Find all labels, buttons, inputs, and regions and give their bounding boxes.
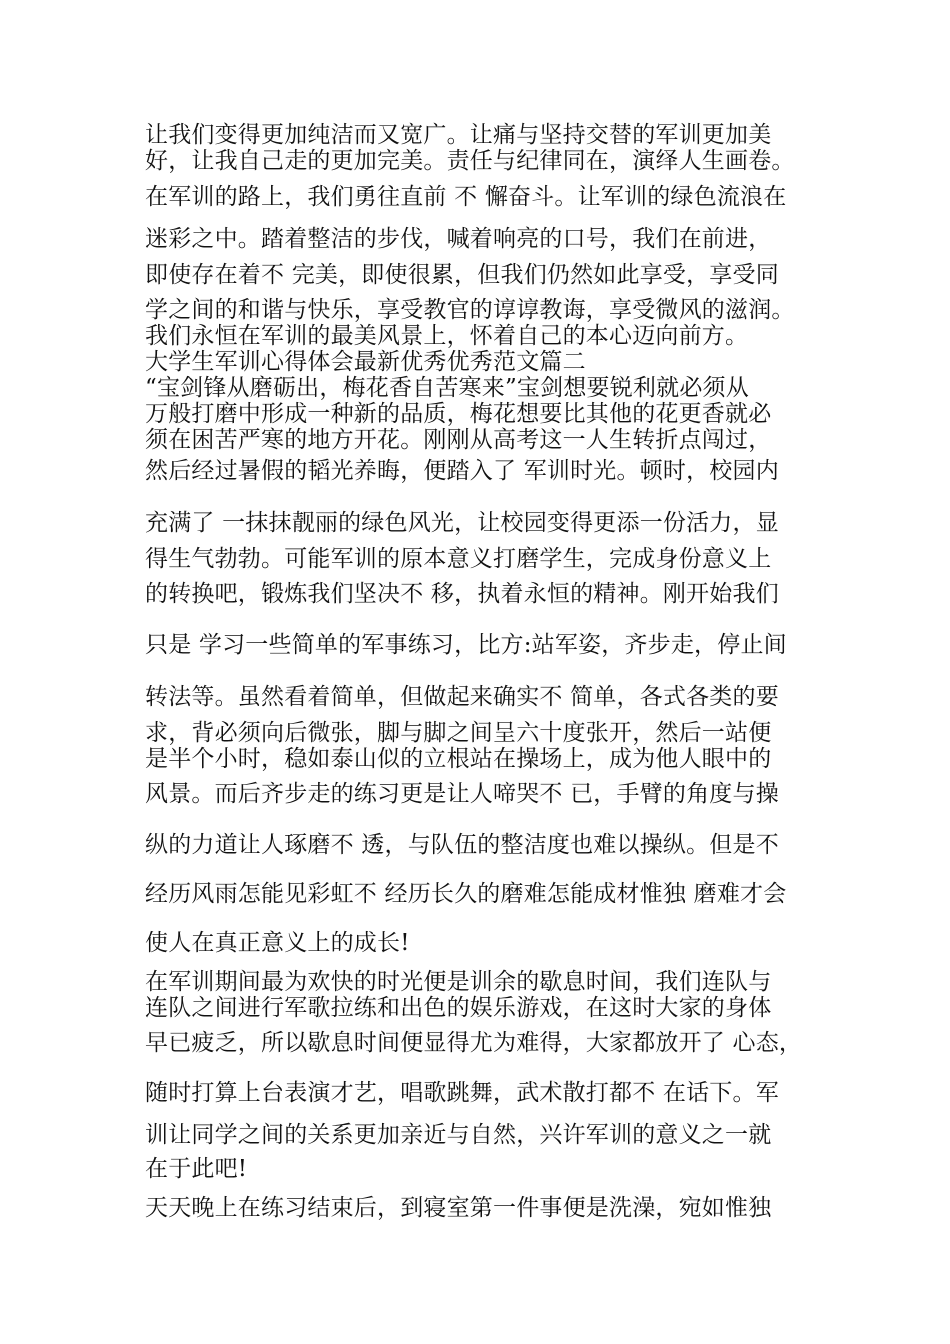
text-line: 风景。而后齐步走的练习更是让人啼哭不 已，手臂的角度与操: [145, 781, 779, 807]
text-line: 早已疲乏，所以歇息时间便显得尤为难得，大家都放开了 心态，: [145, 1030, 803, 1056]
text-line: 迷彩之中。踏着整洁的步伐，喊着响亮的口号，我们在前进，: [145, 226, 772, 252]
text-line: 好，让我自己走的更加完美。责任与纪律同在，演绎人生画卷。: [145, 148, 795, 174]
text-line: 须在困苦严寒的地方开花。刚刚从高考这一人生转折点闯过，: [145, 427, 772, 453]
text-line: 转法等。虽然看着简单，但做起来确实不 简单，各式各类的要: [145, 684, 779, 710]
text-line: 连队之间进行军歌拉练和出色的娱乐游戏，在这时大家的身体: [145, 995, 772, 1021]
text-line: 让我们变得更加纯洁而又宽广。让痛与坚持交替的军训更加美: [145, 122, 772, 148]
text-line: 是半个小时，稳如泰山似的立根站在操场上，成为他人眼中的: [145, 746, 772, 772]
text-line: 使人在真正意义上的成长!: [145, 930, 410, 956]
text-line: 训让同学之间的关系更加亲近与自然，兴许军训的意义之一就: [145, 1122, 772, 1148]
text-line: 经历风雨怎能见彩虹不 经历长久的磨难怎能成材惟独 磨难才会: [145, 881, 787, 907]
text-line: “宝剑锋从磨砺出，梅花香自苦寒来”宝剑想要锐利就必须从: [145, 375, 749, 401]
text-line: 随时打算上台表演才艺，唱歌跳舞，武术散打都不 在话下。军: [145, 1080, 779, 1106]
text-line: 在军训期间最为欢快的时光便是训余的歇息时间，我们连队与: [145, 969, 772, 995]
text-line: 只是 学习一些简单的军事练习，比方:站军姿，齐步走，停止间: [145, 632, 787, 658]
text-line: 在于此吧!: [145, 1156, 248, 1182]
text-line: 求，背必须向后微张，脚与脚之间呈六十度张开，然后一站便: [145, 720, 772, 746]
text-line: 得生气勃勃。可能军训的原本意义打磨学生，完成身份意义上: [145, 546, 772, 572]
text-line: 万般打磨中形成一种新的品质，梅花想要比其他的花更香就必: [145, 401, 772, 427]
text-line: 在军训的路上，我们勇往直前 不 懈奋斗。让军训的绿色流浪在: [145, 184, 787, 210]
text-line: 天天晚上在练习结束后，到寝室第一件事便是洗澡，宛如惟独: [145, 1195, 772, 1221]
text-line: 学之间的和谐与快乐，享受教官的谆谆教诲，享受微风的滋润。: [145, 297, 795, 323]
section-heading: 大学生军训心得体会最新优秀优秀范文篇二: [145, 349, 586, 375]
text-line: 充满了 一抹抹靓丽的绿色风光，让校园变得更添一份活力，显: [145, 510, 779, 536]
text-line: 我们永恒在军训的最美风景上，怀着自己的本心迈向前方。: [145, 323, 749, 349]
text-line: 然后经过暑假的韬光养晦，便踏入了 军训时光。顿时，校园内: [145, 458, 779, 484]
text-line: 的转换吧，锻炼我们坚决不 移，执着永恒的精神。刚开始我们: [145, 581, 779, 607]
text-line: 即使存在着不 完美，即使很累，但我们仍然如此享受，享受同: [145, 262, 779, 288]
text-line: 纵的力道让人琢磨不 透，与队伍的整洁度也难以操纵。但是不: [145, 832, 779, 858]
